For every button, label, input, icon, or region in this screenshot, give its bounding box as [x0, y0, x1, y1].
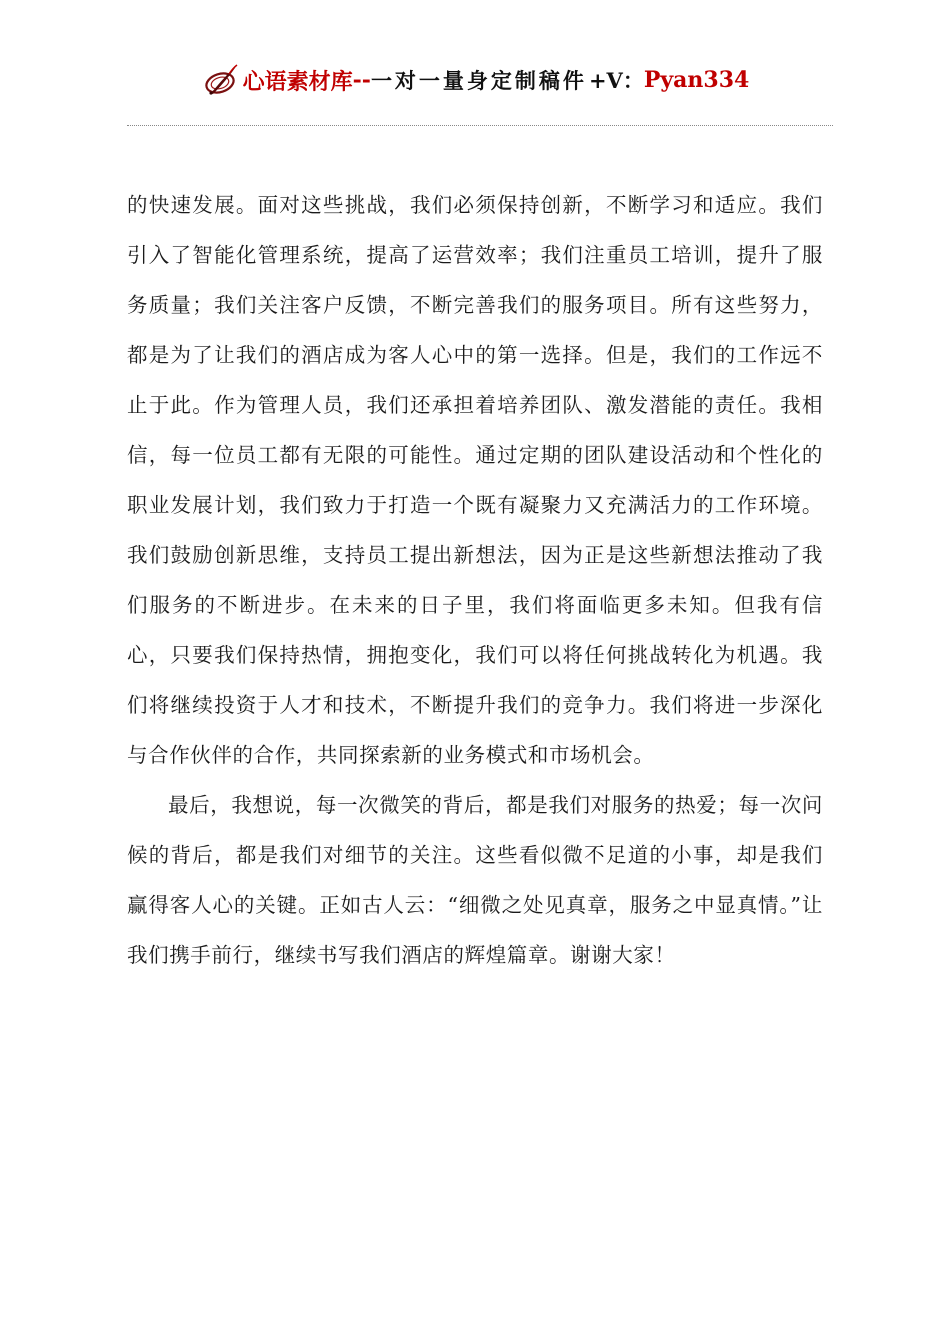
brand-name: 心语素材库 [242, 68, 353, 95]
header-slogan: 一对一量身定制稿件 [370, 68, 587, 93]
body-paragraph: 最后，我想说，每一次微笑的背后，都是我们对服务的热爱；每一次问候的背后，都是我们对细节的关注。这些看似微不足道的小事，却是我们赢得客人心的关键。正如古人云：“细微之处见真章，服务之中显真情。”让我们携手前行，继续书写我们酒店的辉煌篇章。谢谢大家！ [127, 793, 823, 967]
header-divider [127, 125, 833, 126]
quill-feather-icon [201, 60, 241, 100]
contact-id: Pyan334 [643, 67, 750, 93]
page-header [0, 58, 950, 102]
document-body [127, 180, 823, 980]
header-dash: -- [352, 67, 371, 93]
body-paragraph: 的快速发展。面对这些挑战，我们必须保持创新，不断学习和适应。我们引入了智能化管理系统，提高了运营效率；我们注重员工培训，提升了服务质量；我们关注客户反馈，不断完善我们的服务项目。所有这些努力，都是为了让我们的酒店成为客人心中的第一选择。但是，我们的工作远不止于此。作为管理人员，我们还承担着培养团队、激发潜能的责任。我相信，每一位员工都有无限的可能性。通过定期的团队建设活动和个性化的职业发展计划，我们致力于打造一个既有凝聚力又充满活力的工作环境。我们鼓励创新思维，支持员工提出新想法，因为正是这些新想法推动了我们服务的不断进步。在未来的日子里，我们将面临更多未知。但我有信心，只要我们保持热情，拥抱变化，我们可以将任何挑战转化为机遇。我们将继续投资于人才和技术，不断提升我们的竞争力。我们将进一步深化与合作伙伴的合作，共同探索新的业务模式和市场机会。 [127, 193, 823, 767]
contact-label: +V： [588, 68, 644, 93]
header-content [201, 60, 750, 100]
